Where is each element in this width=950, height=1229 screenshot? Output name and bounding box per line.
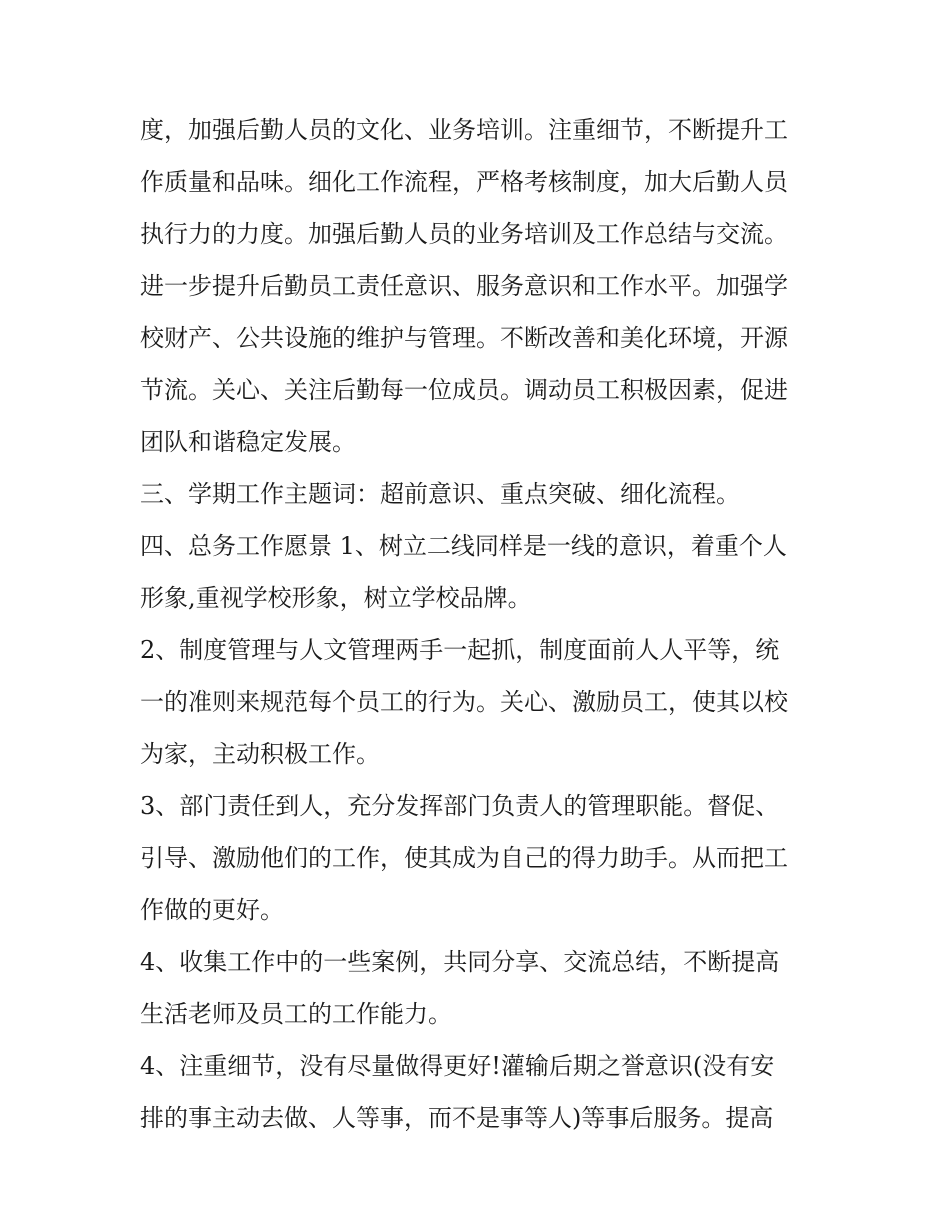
text-line: 生活老师及员工的工作能力。: [140, 1000, 452, 1028]
text-line: 度，加强后勤人员的文化、业务培训。注重细节，不断提升工: [140, 116, 788, 144]
text-line: 作质量和品味。细化工作流程，严格考核制度，加大后勤人员: [140, 168, 788, 196]
document-body: [140, 104, 820, 1144]
section-heading-line: 三、学期工作主题词：超前意识、重点突破、细化流程。: [140, 480, 740, 508]
text-line: 校财产、公共设施的维护与管理。不断改善和美化环境，开源: [140, 324, 788, 352]
text-line: 进一步提升后勤员工责任意识、服务意识和工作水平。加强学: [140, 272, 788, 300]
text-line: 为家，主动积极工作。: [140, 740, 380, 768]
text-line: 作做的更好。: [140, 896, 284, 924]
list-item-line: 4、注重细节，没有尽量做得更好!灌输后期之誉意识(没有安: [140, 1052, 775, 1080]
text-line: 一的准则来规范每个员工的行为。关心、激励员工，使其以校: [140, 688, 788, 716]
text-line: 节流。关心、关注后勤每一位成员。调动员工积极因素，促进: [140, 376, 788, 404]
text-line: 团队和谐稳定发展。: [140, 428, 356, 456]
text-line: 引导、激励他们的工作，使其成为自己的得力助手。从而把工: [140, 844, 788, 872]
text-line: 排的事主动去做、人等事，而不是事等人)等事后服务。提高: [140, 1104, 774, 1132]
section-heading-line: 四、总务工作愿景 1、树立二线同样是一线的意识，着重个人: [140, 532, 787, 560]
list-item-line: 2、制度管理与人文管理两手一起抓，制度面前人人平等，统: [140, 636, 780, 664]
list-item-line: 4、收集工作中的一些案例，共同分享、交流总结，不断提高: [140, 948, 780, 976]
text-line: 执行力的力度。加强后勤人员的业务培训及工作总结与交流。: [140, 220, 788, 248]
text-line: 形象,重视学校形象，树立学校品牌。: [140, 584, 532, 612]
list-item-line: 3、部门责任到人，充分发挥部门负责人的管理职能。督促、: [140, 792, 780, 820]
